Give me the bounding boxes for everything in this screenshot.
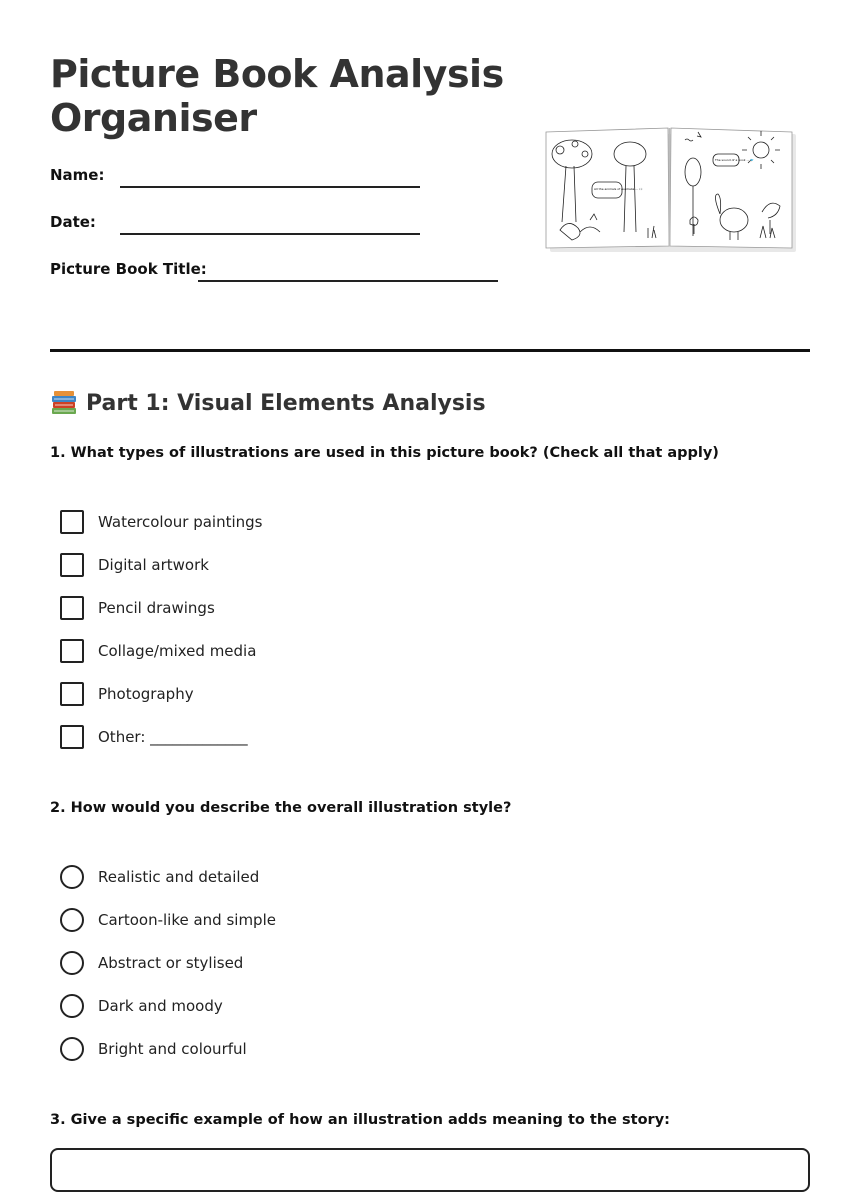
checkbox[interactable] — [60, 596, 84, 620]
radio-option[interactable] — [60, 1037, 247, 1061]
checkbox[interactable] — [60, 510, 84, 534]
right-bubble-text: The sound of a book ... 🐦 — [715, 158, 755, 162]
checkbox[interactable] — [60, 725, 84, 749]
radio-button[interactable] — [60, 1037, 84, 1061]
checkbox-option[interactable] — [60, 553, 209, 577]
checkbox[interactable] — [60, 682, 84, 706]
date-label: Date: — [50, 213, 96, 231]
option-label: Photography — [98, 685, 194, 703]
question-1: 1. What types of illustrations are used in this picture book? (Check all that apply) — [50, 445, 719, 461]
option-label: Realistic and detailed — [98, 868, 260, 886]
option-label: Other: _____________ — [98, 728, 248, 746]
radio-option[interactable] — [60, 908, 276, 932]
radio-button[interactable] — [60, 994, 84, 1018]
radio-button[interactable] — [60, 908, 84, 932]
answer-textarea[interactable] — [50, 1148, 810, 1192]
option-label: Pencil drawings — [98, 599, 215, 617]
name-line[interactable] — [120, 186, 420, 188]
book-title-line[interactable] — [198, 280, 498, 282]
option-label: Digital artwork — [98, 556, 209, 574]
radio-button[interactable] — [60, 865, 84, 889]
checkbox-option[interactable] — [60, 596, 215, 620]
radio-option[interactable] — [60, 951, 243, 975]
section-divider — [50, 349, 810, 352]
checkbox-option[interactable] — [60, 639, 256, 663]
option-label: Dark and moody — [98, 997, 223, 1015]
checkbox[interactable] — [60, 553, 84, 577]
option-label: Cartoon-like and simple — [98, 911, 276, 929]
checkbox[interactable] — [60, 639, 84, 663]
question-2: 2. How would you describe the overall illustration style? — [50, 800, 512, 816]
radio-button[interactable] — [60, 951, 84, 975]
radio-option[interactable] — [60, 865, 259, 889]
open-book-image — [530, 82, 810, 328]
option-label: Bright and colourful — [98, 1040, 247, 1058]
checkbox-option[interactable] — [60, 682, 194, 706]
section-title: Part 1: Visual Elements Analysis — [86, 390, 486, 416]
picture-book-illustration — [530, 82, 810, 328]
page-title: Picture Book Analysis Organiser — [50, 52, 504, 140]
books-icon — [50, 388, 78, 418]
option-label: Watercolour paintings — [98, 513, 263, 531]
left-bubble-text: All the animals of Australia ... 👀 — [594, 187, 643, 191]
checkbox-option[interactable] — [60, 725, 248, 749]
checkbox-option[interactable] — [60, 510, 263, 534]
date-line[interactable] — [120, 233, 420, 235]
option-label: Abstract or stylised — [98, 954, 244, 972]
book-title-label: Picture Book Title: — [50, 260, 207, 278]
section-heading — [50, 388, 486, 418]
question-3: 3. Give a specific example of how an illustration adds meaning to the story: — [50, 1112, 670, 1128]
name-label: Name: — [50, 166, 105, 184]
radio-option[interactable] — [60, 994, 223, 1018]
option-label: Collage/mixed media — [98, 642, 257, 660]
